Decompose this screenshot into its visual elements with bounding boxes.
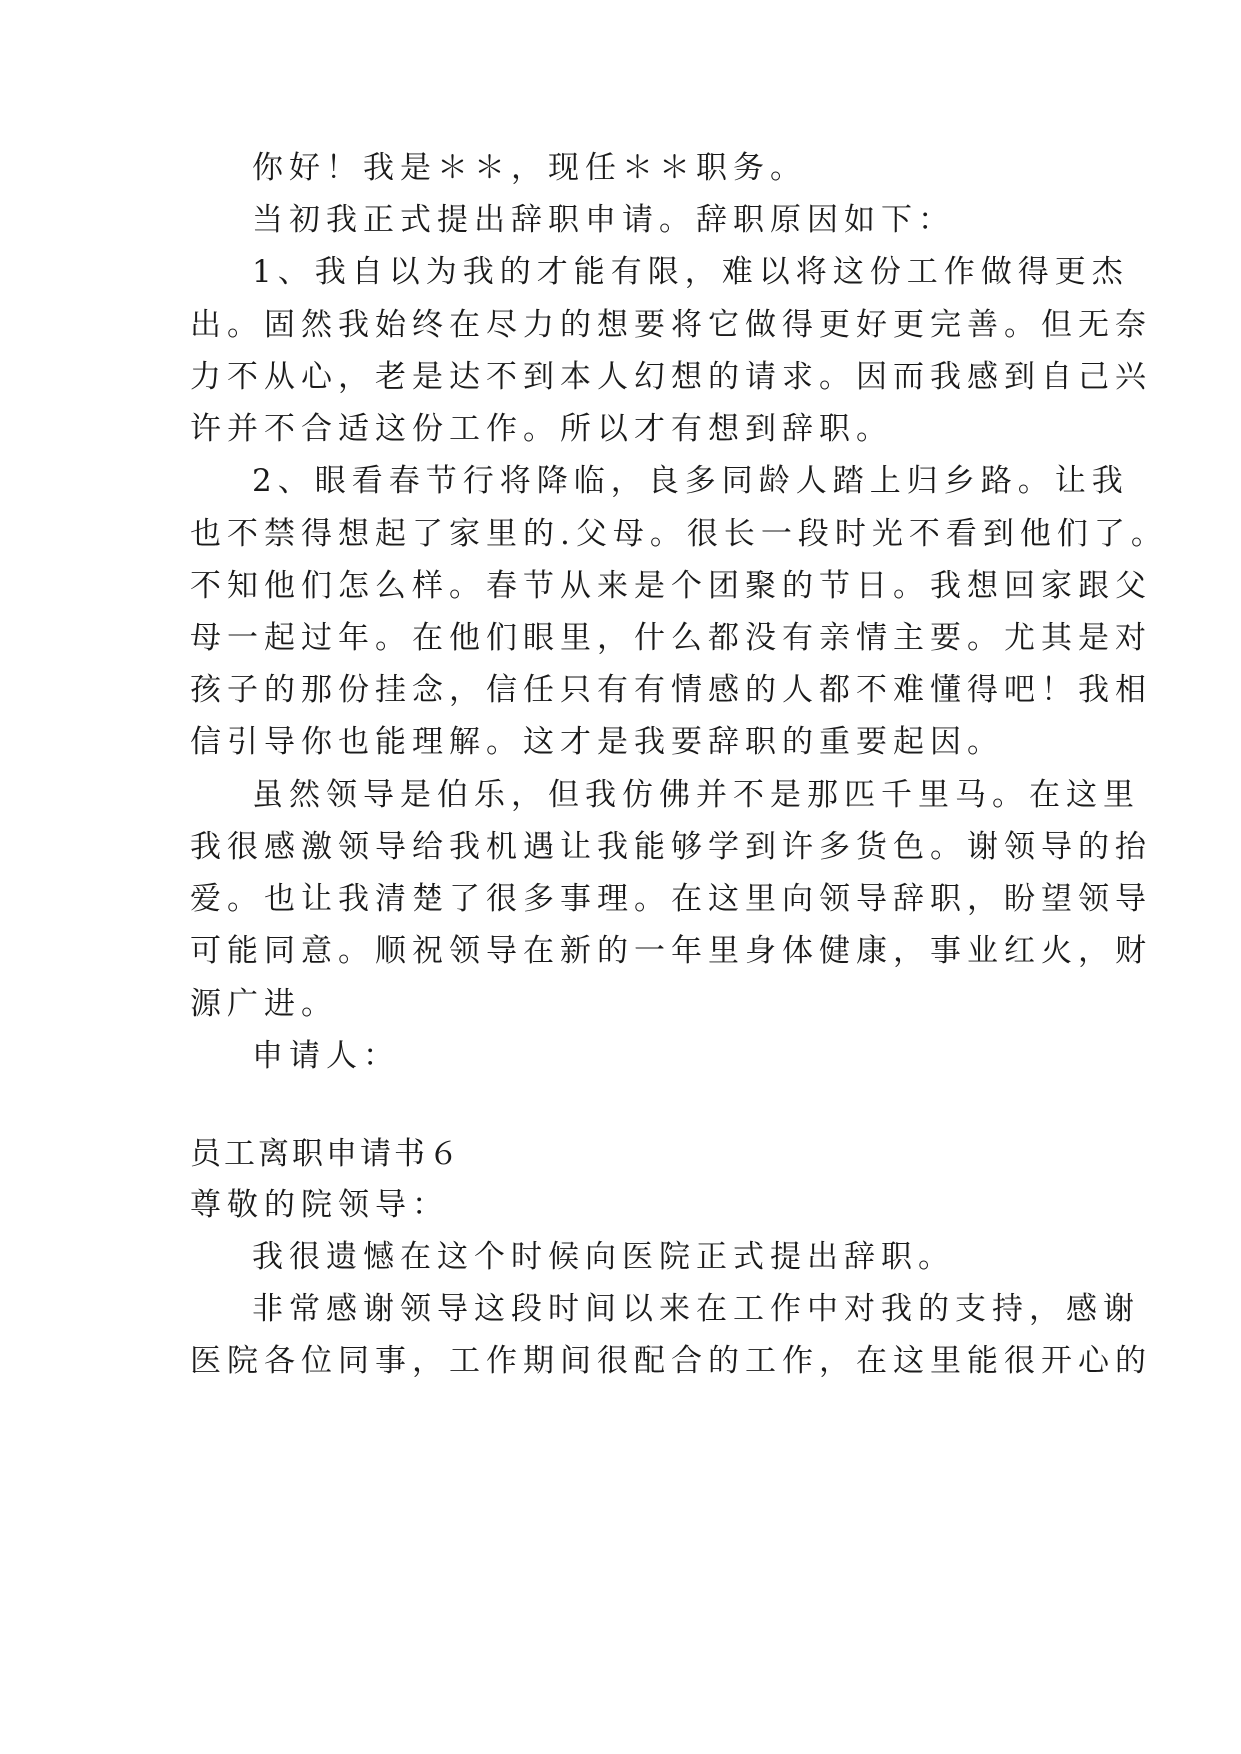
section-title: 员工离职申请书６ [190, 1136, 462, 1172]
paragraph-line: 孩子的那份挂念，信任只有有情感的人都不难懂得吧！我相 [190, 672, 1152, 708]
paragraph-line: 信引导你也能理解。这才是我要辞职的重要起因。 [190, 724, 1004, 760]
paragraph-line: 许并不合适这份工作。所以才有想到辞职。 [190, 411, 893, 447]
paragraph-line: 我很遗憾在这个时候向医院正式提出辞职。 [252, 1239, 955, 1275]
paragraph-line: 你好！我是＊＊，现任＊＊职务。 [252, 150, 807, 186]
paragraph-line: 也不禁得想起了家里的.父母。很长一段时光不看到他们了。 [190, 516, 1168, 552]
salutation: 尊敬的院领导： [190, 1187, 449, 1223]
paragraph-line: 出。固然我始终在尽力的想要将它做得更好更完善。但无奈 [190, 307, 1152, 343]
signature-label: 申请人： [252, 1038, 400, 1074]
paragraph-line: 力不从心，老是达不到本人幻想的请求。因而我感到自己兴 [190, 359, 1152, 395]
paragraph-line: 虽然领导是伯乐，但我仿佛并不是那匹千里马。在这里 [252, 777, 1140, 813]
paragraph-line: 爱。也让我清楚了很多事理。在这里向领导辞职，盼望领导 [190, 881, 1152, 917]
paragraph-line: 源广进。 [190, 986, 338, 1022]
paragraph-line: 非常感谢领导这段时间以来在工作中对我的支持，感谢 [252, 1291, 1140, 1327]
paragraph-line: 不知他们怎么样。春节从来是个团聚的节日。我想回家跟父 [190, 568, 1152, 604]
paragraph-line: 1、我自以为我的才能有限，难以将这份工作做得更杰 [252, 254, 1129, 290]
paragraph-line: 母一起过年。在他们眼里，什么都没有亲情主要。尤其是对 [190, 620, 1152, 656]
paragraph-line: 2、眼看春节行将降临，良多同龄人踏上归乡路。让我 [252, 463, 1129, 499]
paragraph-line: 当初我正式提出辞职申请。辞职原因如下： [252, 202, 955, 238]
paragraph-line: 我很感激领导给我机遇让我能够学到许多货色。谢领导的抬 [190, 829, 1152, 865]
paragraph-line: 医院各位同事，工作期间很配合的工作，在这里能很开心的 [190, 1343, 1152, 1379]
paragraph-line: 可能同意。顺祝领导在新的一年里身体健康，事业红火，财 [190, 933, 1152, 969]
